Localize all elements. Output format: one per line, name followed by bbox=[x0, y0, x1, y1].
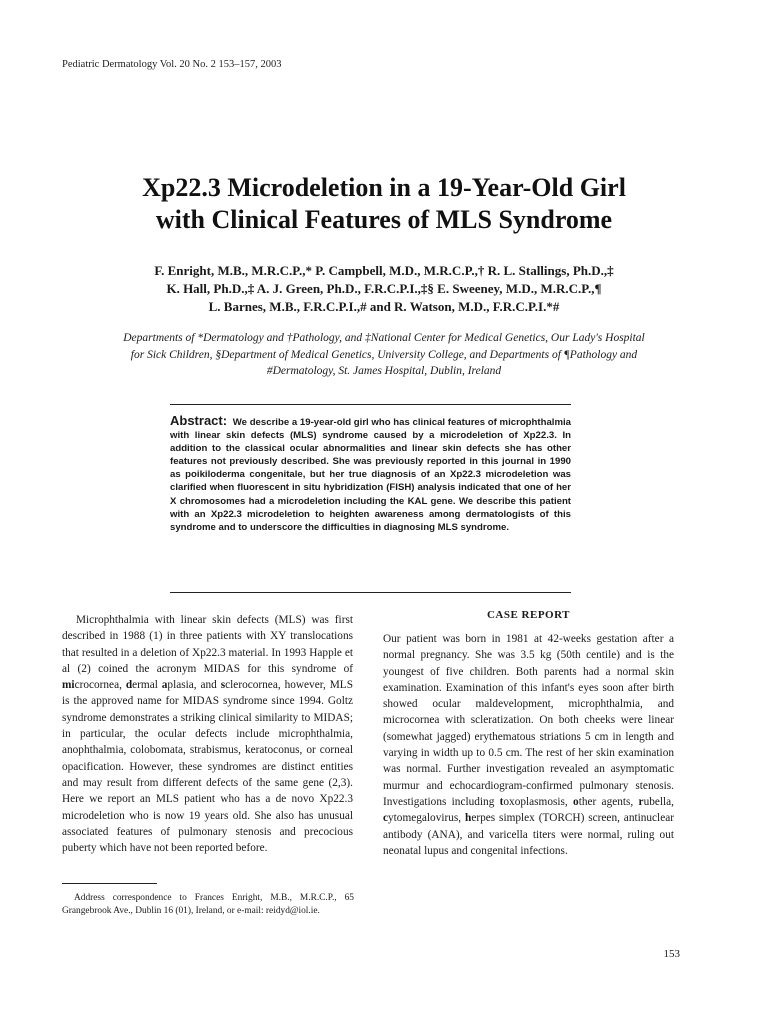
intro-text-3: ermal bbox=[132, 679, 162, 692]
case-text-2: oxoplasmosis, bbox=[503, 795, 574, 808]
case-report-paragraph bbox=[383, 631, 674, 859]
case-report-heading: CASE REPORT bbox=[486, 609, 571, 621]
page-number: 153 bbox=[663, 948, 680, 960]
acronym-letter-r: r bbox=[638, 795, 644, 808]
abstract-bottom-rule bbox=[170, 592, 571, 593]
correspondence-footnote: Address correspondence to Frances Enright, M.B., M.R.C.P., 65 Grangebrook Ave., Dublin 16 (01), Ireland, or e-mail: reidyd@iol.ie. bbox=[62, 893, 354, 916]
acronym-letter-a: a bbox=[161, 679, 168, 692]
acronym-letter-c: c bbox=[383, 812, 389, 825]
case-text-1: Our patient was born in 1981 at 42-weeks gestation after a normal pregnancy. She was 3.5 kg (50th centile) and is the youngest of five children. Both parents had a normal skin examination. Examination of this infant's eyes soon after birth showed ocular maldevelopment, microphthalmia, and microcornea with scleratization. On both cheeks were linear (somewhat jagged) erythematous striations 5 cm in length and varying in width up to 0.5 cm. The rest of her skin examination was normal. Further investigation revealed an asymptomatic murmur and echocardiogram-confirmed pulmonary stenosis. Investigations including bbox=[383, 633, 674, 808]
authors-line-1: F. Enright, M.B., M.R.C.P.,* P. Campbell, M.D., M.R.C.P.,† R. L. Stallings, Ph.D.,‡ bbox=[154, 263, 614, 278]
acronym-letter-h: h bbox=[465, 812, 472, 825]
introduction-paragraph bbox=[62, 612, 353, 856]
journal-reference: Pediatric Dermatology Vol. 20 No. 2 153–157, 2003 bbox=[62, 59, 282, 70]
intro-text-5: clerocornea, however, MLS is the approved name for MIDAS syndrome since 1994. Goltz syndrome demonstrates a striking clinical similarity to MIDAS; in particular, the ocular defects include microphthalmia, anophthalmia, colobomata, strabismus, keratoconus, or corneal opacification. However, these syndromes are distinct entities and may result from different defects of the same gene (2,3). Here we report an MLS patient who has a de novo Xp22.3 microdeletion who is now 19 years old. She also has unusual associated features of pulmonary stenosis and precocious puberty which have not been reported before. bbox=[62, 679, 353, 855]
authors-line-3: L. Barnes, M.B., F.R.C.P.I.,# and R. Watson, M.D., F.R.C.P.I.*# bbox=[208, 299, 560, 314]
authors-line-2: K. Hall, Ph.D.,‡ A. J. Green, Ph.D., F.R.C.P.I.,‡§ E. Sweeney, M.D., M.R.C.P.,¶ bbox=[166, 281, 602, 296]
acronym-letter-mi: mi bbox=[62, 679, 75, 692]
affiliations bbox=[60, 330, 708, 380]
title-line-1: Xp22.3 Microdeletion in a 19-Year-Old Girl bbox=[142, 173, 626, 202]
abstract-top-rule bbox=[170, 404, 571, 405]
acronym-letter-t: t bbox=[499, 795, 504, 808]
acronym-letter-d: d bbox=[125, 679, 133, 692]
affiliation-line-2: for Sick Children, §Department of Medical Genetics, University College, and Departments of ¶Pathology and bbox=[130, 348, 638, 361]
abstract-label: Abstract: bbox=[170, 413, 228, 428]
intro-text-1: Microphthalmia with linear skin defects (MLS) was first described in 1988 (1) in three patients with XY translocations that resulted in a deletion of Xp22.3 material. In 1993 Happle et al (2) coined the acronym MIDAS for this syndrome of bbox=[62, 614, 353, 675]
article-title bbox=[60, 172, 708, 236]
abstract bbox=[170, 414, 571, 534]
footnote-rule bbox=[62, 883, 157, 884]
case-text-3: ther agents, bbox=[578, 795, 639, 808]
affiliation-line-1: Departments of *Dermatology and †Pathology, and ‡National Center for Medical Genetics, Our Lady's Hospital bbox=[123, 332, 645, 344]
acronym-letter-o: o bbox=[573, 795, 579, 808]
author-list bbox=[60, 262, 708, 316]
intro-text-4: plasia, and bbox=[167, 679, 221, 692]
affiliation-line-3: #Dermatology, St. James Hospital, Dublin, Ireland bbox=[266, 365, 502, 377]
case-text-6: erpes simplex (TORCH) screen, antinuclear antibody (ANA), and varicella titers were normal, ruling out neonatal lupus and congenital infections. bbox=[383, 812, 674, 857]
case-text-5: ytomegalovirus, bbox=[388, 812, 466, 825]
intro-text-2: crocornea, bbox=[74, 679, 126, 692]
case-text-4: ubella, bbox=[643, 795, 674, 808]
title-line-2: with Clinical Features of MLS Syndrome bbox=[155, 205, 613, 234]
abstract-text: We describe a 19-year-old girl who has clinical features of microphthalmia with linear skin defects (MLS) syndrome caused by a microdeletion of Xp22.3. In addition to the classical ocular abnormalities and linear skin defects she has other features not previously described. She was previously reported in this journal in 1990 as poikiloderma congenitale, but her true diagnosis of an Xp22.3 microdeletion was clarified when fluorescent in situ hybridization (FISH) analysis indicated that one of her X chromosomes had a microdeletion including the KAL gene. We describe this patient with an Xp22.3 microdeletion to heighten awareness among dermatologists of this syndrome and to underscore the difficulties in diagnosing MLS syndrome. bbox=[170, 417, 571, 533]
acronym-letter-s: s bbox=[220, 679, 226, 692]
